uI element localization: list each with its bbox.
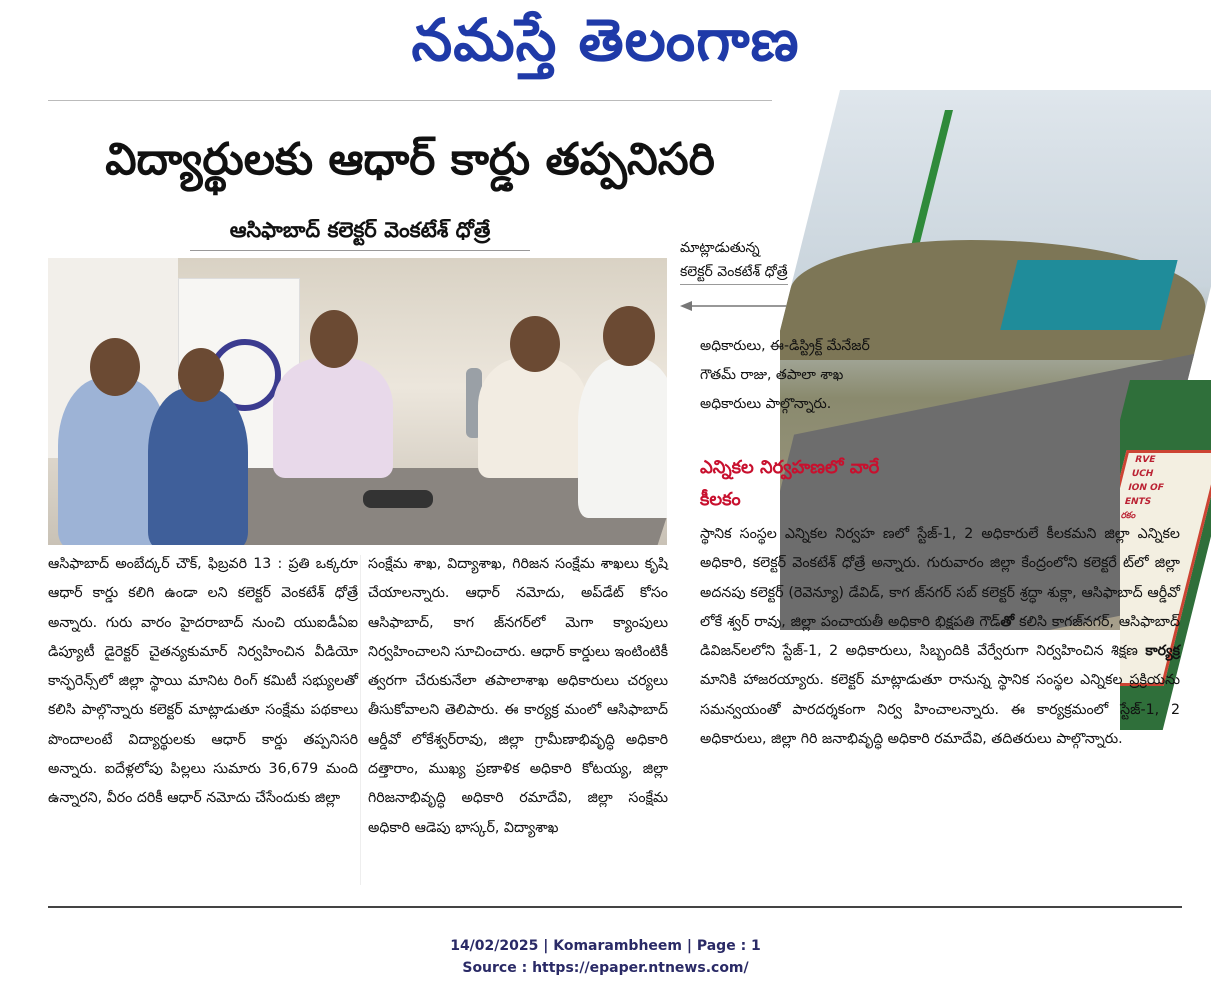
meeting-photo (48, 258, 667, 545)
headline: విద్యార్థులకు ఆధార్ కార్డు తప్పనిసరి (105, 134, 715, 185)
article-column-3-body (700, 520, 1180, 754)
photo-person-head (90, 338, 140, 396)
subheadline: ఆసిఫాబాద్ కలెక్టర్ వెంకటేశ్ ధోత్రే (190, 210, 530, 251)
footer-date-line: 14/02/2025 | Komarambheem | Page : 1 (450, 938, 761, 954)
photo-person-head (310, 310, 358, 368)
gate-sign-line: ENTS (1123, 497, 1153, 507)
photo-person (148, 388, 248, 545)
photo-caption-line1: మాట్లాడుతున్న (680, 240, 760, 256)
photo-person (273, 358, 393, 478)
photo-person-head (603, 306, 655, 366)
article-subheading: ఎన్నికల నిర్వహణలో వారే కీలకం (700, 457, 880, 510)
bottom-divider (48, 906, 1182, 908)
gate-sign-line: UCH (1130, 469, 1155, 479)
article-text: స్థానిక సంస్థల ఎన్నికల నిర్వహ ణలో స్టేజ్-1, 2 అధికారులే కీలకమని జిల్లా ఎన్నికల అధికారి, కలెక్టర్ వెంకటేశ్ ధోత్రే అన్నారు. గురువారం జిల్లా కేంద్రంలోని కలెక్టరే ట్‌లో జిల్లా అదనపు కలెక్టర్ (రెవెన్యూ) డేవిడ్, కాగ జ్‌నగర్ సబ్ కలెక్టర్ శ్రద్ధా శుక్లా, ఆసిఫాబాద్ ఆర్డీవో లోకే శ్వర్ రావు, జిల్లా పంచాయతీ అధికారి భిక్షపతి గౌడ్ (700, 526, 1180, 630)
photo-person (478, 358, 588, 478)
scene-building (1000, 260, 1177, 330)
scene-pole (910, 110, 953, 250)
article-text-bold: కార్యక్ర (1145, 643, 1180, 660)
gate-sign-line: ION OF (1126, 483, 1165, 493)
gate-sign-line: రకం (1120, 511, 1137, 521)
photo-person (578, 358, 667, 518)
masthead: నమస్తే తెలంగాణ (411, 6, 800, 74)
page-footer (0, 935, 1211, 979)
photo-conference-phone (363, 490, 433, 508)
photo-person-head (178, 348, 224, 402)
article-column-3-top: అధికారులు, ఈ-డిస్ట్రిక్ట్ మేనేజర్ గౌతమ్ రాజు, తపాలా శాఖ అధికారులు పాల్గొన్నారు. (700, 338, 870, 412)
article-text: మానికి హాజరయ్యారు. కలెక్టర్ మాట్లాడుతూ రానున్న స్థానిక సంస్థల ఎన్నికల ప్రక్రియను సమన్వయంతో పారదర్శకంగా నిర్వ హించాలన్నారు. ఈ కార్యక్రమంలో స్టేజ్-1, 2 అధికారులు, జిల్లా గిరి జనాభివృద్ధి అధికారి రమాదేవి, తదితరులు పాల్గొన్నారు. (700, 672, 1180, 748)
gate-sign-line: RVE (1133, 455, 1157, 465)
article-column-2: సంక్షేమ శాఖ, విద్యాశాఖ, గిరిజన సంక్షేమ శాఖలు కృషి చేయాలన్నారు. ఆధార్ నమోదు, అప్‌డేట్ కోసం ఆసిఫాబాద్, కాగ జ్‌నగర్‌లో మెగా క్యాంపులు నిర్వహించాలని సూచించారు. ఆధార్ కార్డులు ఇంటింటికీ త్వరగా చేరుకునేలా తపాలాశాఖ అధికారులు చర్యలు తీసుకోవాలని తెలిపారు. ఈ కార్యక్ర మంలో ఆసిఫాబాద్ ఆర్డీవో లోకేశ్వర్‌రావు, జిల్లా గ్రామీణాభివృద్ధి అధికారి దత్తారాం, ముఖ్య ప్రణాళిక అధికారి కోటయ్య, జిల్లా గిరిజనాభివృద్ధి అధికారి రమాదేవి, జిల్లా సంక్షేమ అధికారి ఆడెపు భాస్కర్, విద్యాశాఖ (368, 556, 668, 836)
photo-person-head (510, 316, 560, 372)
article-text-bold: తో (1000, 613, 1015, 630)
top-divider (48, 100, 772, 101)
column-divider (360, 555, 361, 885)
footer-source-link[interactable]: Source : https://epaper.ntnews.com/ (462, 960, 749, 976)
article-text: కలిసి కాగజ్‌నగర్, ఆసిఫాబాద్ డివిజన్‌లలోని స్టేజ్-1, 2 అధికారులు, సిబ్బందికి వేర్వేరుగా నిర్వహించిన శిక్షణ (700, 613, 1180, 660)
article-column-1: ఆసిఫాబాద్ అంబేద్కర్ చౌక్, ఫిబ్రవరి 13 : ప్రతి ఒక్కరూ ఆధార్ కార్డు కలిగి ఉండా లని కలెక్టర్ వెంకటేశ్ ధోత్రే అన్నారు. గురు వారం హైదరాబాద్ నుంచి యుఐడీఏఐ డిప్యూటీ డైరెక్టర్ చైతన్యకుమార్ నిర్వహించిన వీడియో కాన్ఫరెన్స్‌లో జిల్లా స్థాయి మానిట రింగ్ కమిటీ సభ్యులతో కలిసి పాల్గొన్నారు కలెక్టర్ మాట్లాడుతూ సంక్షేమ పథకాలు పొందాలంటే విద్యార్థులకు ఆధార్ కార్డు తప్పనిసరి అన్నారు. ఐదేళ్లలోపు పిల్లలు సుమారు 36,679 మంది ఉన్నారని, వీరం దరికీ ఆధార్ నమోదు చేసేందుకు జిల్లా (48, 556, 358, 807)
photo-caption-line2: కలెక్టర్ వెంకటేశ్ ధోత్రే (680, 260, 788, 285)
